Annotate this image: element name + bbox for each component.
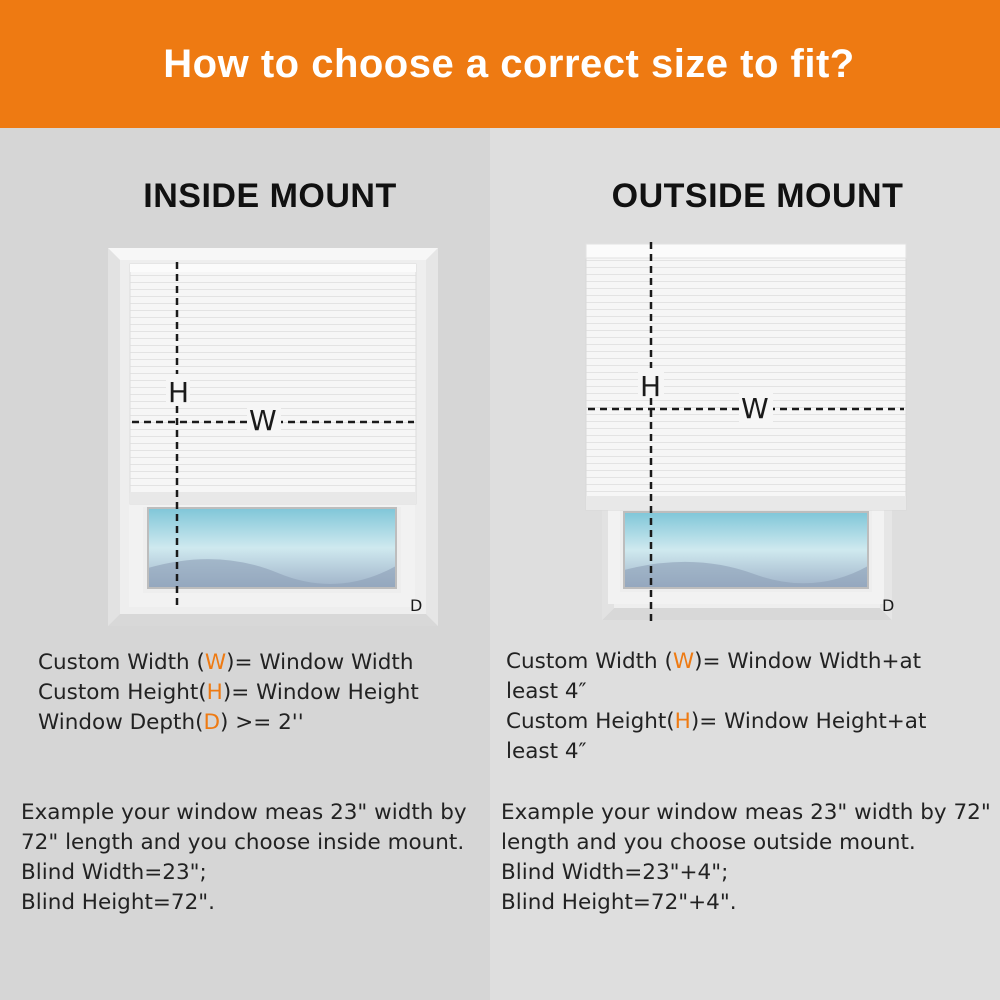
inside-mount-example [21,798,467,918]
inside-mount-heading: INSIDE MOUNT [143,177,397,215]
rule-line: least 4″ [506,679,587,704]
rule-line: least 4″ [506,739,587,764]
example-line: 72" length and you choose inside mount. [21,830,465,855]
inside-mount-diagram [108,248,438,626]
rule-line: Custom Width (W)= Window Width [38,650,414,675]
outside-mount-diagram [578,240,914,626]
height-label: H [640,370,662,403]
width-label: W [741,392,769,425]
rule-line: Custom Height(H)= Window Height [38,680,419,705]
outside-mount-rules [506,647,926,767]
inside-mount-rules [38,648,419,738]
depth-label: D [882,596,895,615]
title-banner [0,0,1000,128]
example-line: Blind Height=72"+4". [501,890,737,915]
cellular-blind [586,244,906,510]
example-line: Blind Width=23"; [21,860,207,885]
example-line: Blind Width=23"+4"; [501,860,729,885]
rule-line: Custom Width (W)= Window Width+at [506,649,922,674]
outside-mount-example [501,798,991,918]
rule-line: Custom Height(H)= Window Height+at [506,709,927,734]
width-label: W [249,404,277,437]
rule-line: Window Depth(D) >= 2'' [38,710,304,735]
depth-label: D [410,596,423,615]
page-title: How to choose a correct size to fit? [163,41,855,86]
height-label: H [168,376,190,409]
example-line: Example your window meas 23" width by 72" [501,800,991,825]
example-line: length and you choose outside mount. [501,830,916,855]
example-line: Example your window meas 23" width by [21,800,467,825]
example-line: Blind Height=72". [21,890,215,915]
outside-mount-heading: OUTSIDE MOUNT [611,177,904,215]
